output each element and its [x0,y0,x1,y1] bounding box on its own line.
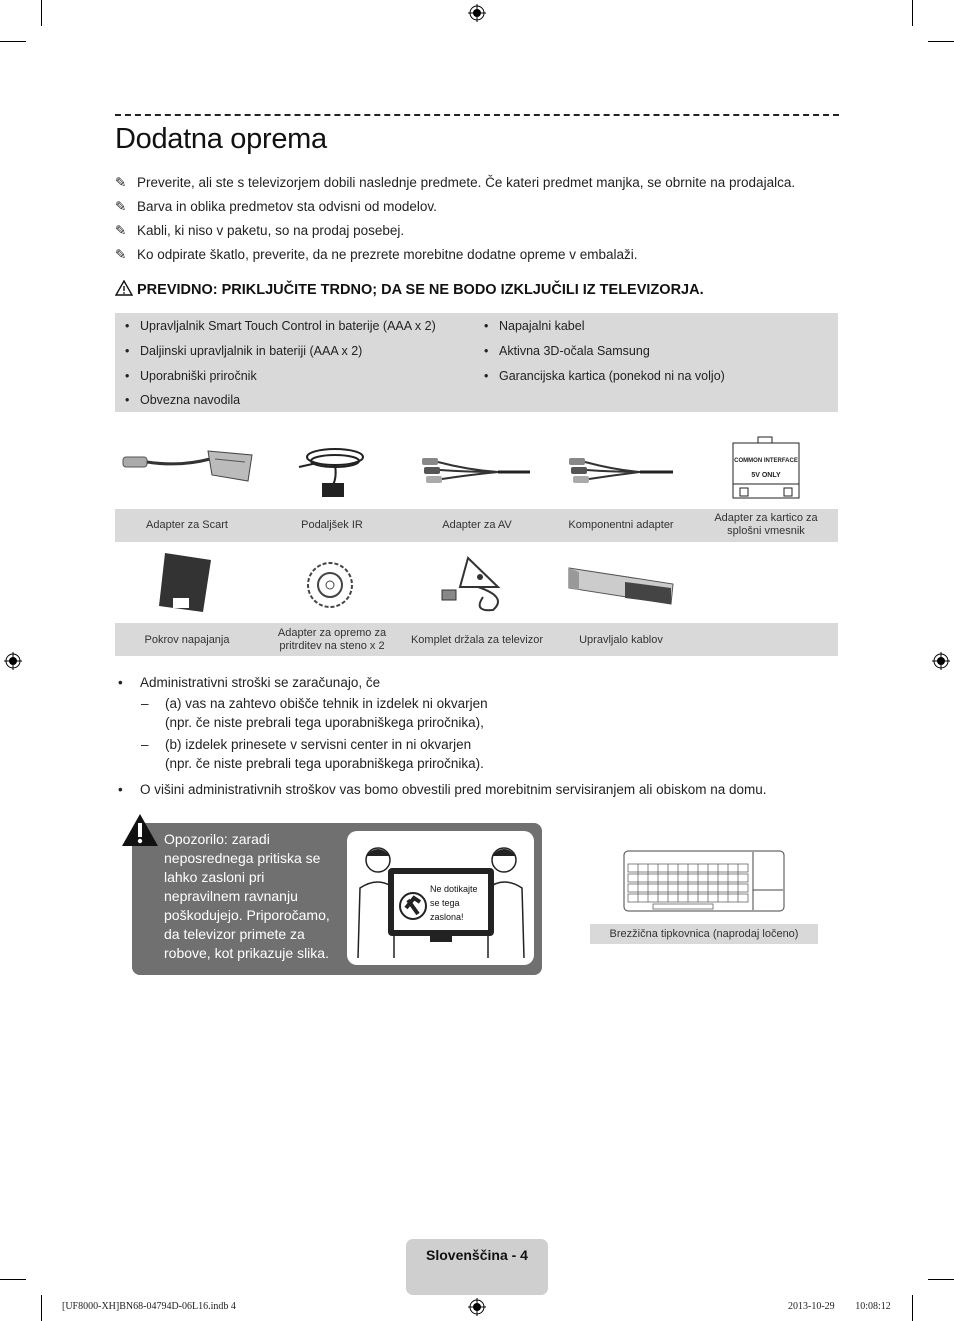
crop-mark [928,1279,954,1280]
crop-mark [912,1295,913,1321]
ci-card-label: COMMON INTERFACE [734,458,798,464]
ci-card-voltage: 5V ONLY [751,472,781,479]
pencil-note-icon: ✎ [115,247,127,262]
admin-case-a-note: (npr. če niste prebrali tega uporabniškega priročnika), [165,715,484,730]
item-caption: Pokrov napajanja [144,634,230,646]
registration-mark-icon [4,652,22,670]
crop-mark [0,41,26,42]
crop-mark [41,1295,42,1321]
crop-mark [0,1279,26,1280]
list-item: • Daljinski upravljalnik in bateriji (AAA x 2) [140,344,362,358]
item-caption: Podaljšek IR [301,519,363,531]
list-item: • Garancijska kartica (ponekod ni na voljo) [499,369,725,383]
list-item: • Upravljalnik Smart Touch Control in baterije (AAA x 2) [140,319,436,333]
page-title: Dodatna oprema [115,123,327,155]
footer-file-info: [UF8000-XH]BN68-04794D-06L16.indb 4 [62,1301,236,1312]
admin-case-a: – (a) vas na zahtevo obišče tehnik in izdelek ni okvarjen [141,696,488,711]
av-adapter-illustration [418,450,538,490]
power-cover-illustration [155,550,215,615]
wall-mount-adapter-illustration [305,560,355,610]
admin-case-b: – (b) izdelek prinesete v servisni center in ni okvarjen [141,737,472,752]
list-item: • Napajalni kabel [499,319,584,333]
registration-mark-icon [932,652,950,670]
admin-intro: • Administrativni stroški se zaračunajo, če [118,675,381,690]
registration-mark-icon [468,4,486,22]
footer-timestamp: 2013-10-29 ￿￿ 10:08:12 [788,1301,891,1312]
pencil-note-icon: ✎ [115,199,127,214]
crop-mark [928,41,954,42]
admin-case-b-note: (npr. če niste prebrali tega uporabniškega priročnika). [165,756,484,771]
crop-mark [912,0,913,26]
ci-card-adapter-illustration [730,436,802,501]
title-divider [115,114,839,116]
crop-mark [41,0,42,26]
list-item: • Uporabniški priročnik [140,369,257,383]
wireless-keyboard-illustration [623,850,785,912]
item-caption: Adapter za Scart [146,519,228,531]
keyboard-caption: Brezžična tipkovnica (naprodaj ločeno) [590,924,818,944]
cable-manager-illustration [565,560,677,610]
item-caption: Komponentni adapter [568,519,674,531]
note-item: ✎ Barva in oblika predmetov sta odvisni od modelov. [115,199,437,214]
caution-triangle-icon [115,280,133,296]
note-item: ✎ Kabli, ki niso v paketu, so na prodaj posebej. [115,223,405,238]
item-caption: Upravljalo kablov [579,634,663,646]
list-item: • Obvezna navodila [140,393,240,407]
warning-triangle-icon [120,812,160,848]
note-item: ✎ Preverite, ali ste s televizorjem dobili naslednje predmete. Če kateri predmet manjka, se obrnite na prodajalca. [115,175,796,190]
registration-mark-icon [468,1298,486,1316]
pencil-note-icon: ✎ [115,223,127,238]
caution-line: PREVIDNO: PRIKLJUČITE TRDNO; DA SE NE BODO IZKLJUČILI IZ TELEVIZORJA. [115,280,704,298]
item-caption: Adapter za kartico za splošni vmesnik [714,512,818,537]
item-caption: Adapter za AV [442,519,512,531]
note-item: ✎ Ko odpirate škatlo, preverite, da ne prezrete morebitne dodatne opreme v embalaži. [115,247,638,262]
page-number: Slovenščina - 4 [426,1247,528,1263]
tv-holder-kit-illustration [438,552,523,614]
ir-extender-illustration [295,437,370,502]
pencil-note-icon: ✎ [115,175,127,190]
list-item: • Aktivna 3D-očala Samsung [499,344,650,358]
admin-info: • O višini administrativnih stroškov vas bomo obvestili pred morebitnim servisiranjem ali obiskom na domu. [118,782,767,797]
scart-adapter-illustration [120,445,255,490]
warning-text: Opozorilo: zaradi neposrednega pritiska se lahko zasloni pri nepravilnem ravnanju poškodujejo. Priporočamo, da televizor primete za robove, kot prikazuje slika. [164,831,330,961]
item-caption: Adapter za opremo za pritrditev na steno x 2 [277,627,387,652]
component-adapter-illustration [565,450,680,490]
screen-warning-text: Ne dotikajte se tega zaslona! [430,884,478,922]
item-caption: Komplet držala za televizor [410,634,544,646]
